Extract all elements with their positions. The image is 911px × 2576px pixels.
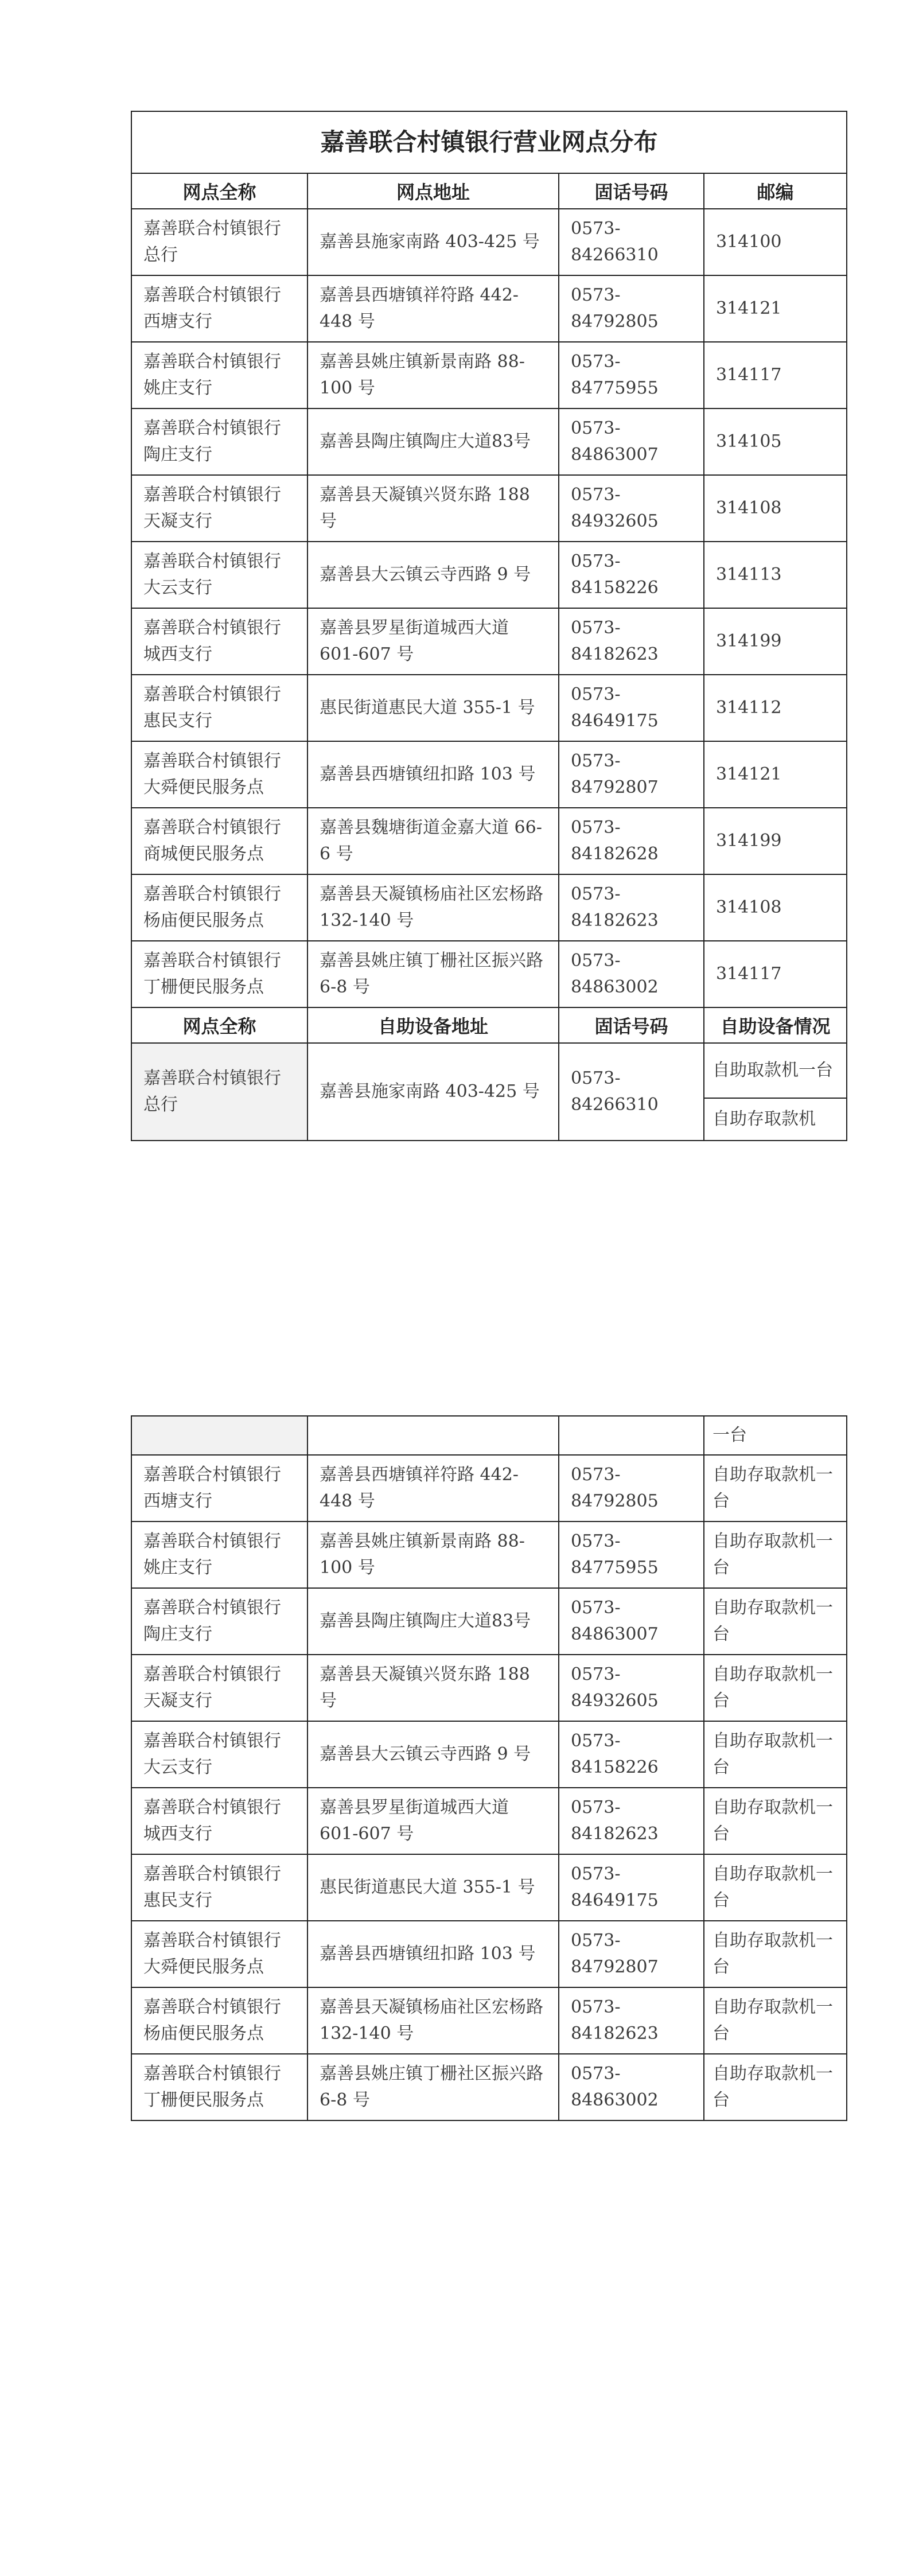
- equipment-info: 自助存取款机一台: [704, 1721, 847, 1788]
- table-row: [131, 675, 847, 741]
- phone-number: 0573-84792807: [559, 1921, 704, 1987]
- equipment-info: 自助存取款机一台: [704, 1788, 847, 1854]
- table-row: [131, 1655, 847, 1721]
- table-row: [131, 275, 847, 342]
- header-equipment-address: 自助设备地址: [307, 1007, 559, 1043]
- branch-address: 嘉善县西塘镇祥符路 442-448 号: [307, 275, 559, 342]
- table-row: [131, 1921, 847, 1987]
- phone-number: 0573-84863002: [559, 941, 704, 1007]
- equipment-info: 自助存取款机一台: [704, 1854, 847, 1921]
- equipment-info: 自助存取款机一台: [704, 1455, 847, 1522]
- phone-number: 0573-84266310: [559, 209, 704, 275]
- branch-name: 嘉善联合村镇银行西塘支行: [131, 1455, 307, 1522]
- phone-number: 0573-84158226: [559, 542, 704, 608]
- header-row: [131, 173, 847, 209]
- phone-number: 0573-84775955: [559, 342, 704, 408]
- table-row: [131, 1721, 847, 1788]
- equipment-address: 嘉善县罗星街道城西大道 601-607 号: [307, 1788, 559, 1854]
- header-name: 网点全称: [131, 173, 307, 209]
- branch-address: 嘉善县天凝镇杨庙社区宏杨路 132-140 号: [307, 874, 559, 941]
- header-postcode: 邮编: [704, 173, 847, 209]
- branch-name: 嘉善联合村镇银行总行: [131, 1043, 307, 1141]
- postcode: 314199: [704, 608, 847, 675]
- table-row: [131, 808, 847, 874]
- table-row: [131, 1455, 847, 1522]
- phone-number: 0573-84266310: [559, 1043, 704, 1141]
- branch-address: 嘉善县魏塘街道金嘉大道 66-6 号: [307, 808, 559, 874]
- table-row: [131, 2054, 847, 2120]
- branch-name: 嘉善联合村镇银行商城便民服务点: [131, 808, 307, 874]
- phone-number: 0573-84182623: [559, 608, 704, 675]
- equipment-info: 自助存取款机一台: [704, 1987, 847, 2054]
- branch-name: 嘉善联合村镇银行姚庄支行: [131, 1522, 307, 1588]
- table-row: [131, 542, 847, 608]
- table-row: [131, 209, 847, 275]
- equipment-address: 嘉善县姚庄镇丁栅社区振兴路 6-8 号: [307, 2054, 559, 2120]
- postcode: 314199: [704, 808, 847, 874]
- branch-name: 嘉善联合村镇银行大舜便民服务点: [131, 1921, 307, 1987]
- equipment-address: 嘉善县天凝镇兴贤东路 188 号: [307, 1655, 559, 1721]
- postcode: 314117: [704, 342, 847, 408]
- branch-name: 嘉善联合村镇银行大舜便民服务点: [131, 741, 307, 808]
- branch-name: 嘉善联合村镇银行姚庄支行: [131, 342, 307, 408]
- equipment-info: 自助存取款机一台: [704, 1921, 847, 1987]
- phone-number: 0573-84775955: [559, 1522, 704, 1588]
- header-equipment: 自助设备情况: [704, 1007, 847, 1043]
- branch-name: 嘉善联合村镇银行大云支行: [131, 1721, 307, 1788]
- header-phone: 固话号码: [559, 173, 704, 209]
- table-row: [131, 475, 847, 542]
- phone-number: 0573-84792805: [559, 275, 704, 342]
- equipment-info: 自助存取款机一台: [704, 1522, 847, 1588]
- postcode: 314113: [704, 542, 847, 608]
- branch-name: 嘉善联合村镇银行总行: [131, 209, 307, 275]
- equipment-address: 嘉善县施家南路 403-425 号: [307, 1043, 559, 1141]
- phone-number: 0573-84182623: [559, 874, 704, 941]
- phone-number: 0573-84932605: [559, 1655, 704, 1721]
- phone-number: 0573-84158226: [559, 1721, 704, 1788]
- equipment-header-row: [131, 1007, 847, 1043]
- equipment-address: 嘉善县西塘镇祥符路 442-448 号: [307, 1455, 559, 1522]
- postcode: 314121: [704, 741, 847, 808]
- table-row: [131, 1987, 847, 2054]
- branch-address: 嘉善县天凝镇兴贤东路 188 号: [307, 475, 559, 542]
- continued-row: [131, 1416, 847, 1455]
- equipment-address: 嘉善县天凝镇杨庙社区宏杨路 132-140 号: [307, 1987, 559, 2054]
- branch-name: 嘉善联合村镇银行西塘支行: [131, 275, 307, 342]
- phone-number: 0573-84792807: [559, 741, 704, 808]
- branch-name: 嘉善联合村镇银行丁栅便民服务点: [131, 941, 307, 1007]
- branch-name: 嘉善联合村镇银行城西支行: [131, 1788, 307, 1854]
- branch-name: 嘉善联合村镇银行丁栅便民服务点: [131, 2054, 307, 2120]
- table-row: [131, 874, 847, 941]
- branch-address: 惠民街道惠民大道 355-1 号: [307, 675, 559, 741]
- branch-address: 嘉善县施家南路 403-425 号: [307, 209, 559, 275]
- equipment-info: 自助存取款机: [704, 1098, 847, 1141]
- equipment-info: 自助取款机一台: [704, 1043, 847, 1098]
- table-row: [131, 741, 847, 808]
- equipment-info: 自助存取款机一台: [704, 1655, 847, 1721]
- table-row: [131, 408, 847, 475]
- equipment-address: 嘉善县大云镇云寺西路 9 号: [307, 1721, 559, 1788]
- phone-number: 0573-84649175: [559, 675, 704, 741]
- header-phone: 固话号码: [559, 1007, 704, 1043]
- phone-number: 0573-84792805: [559, 1455, 704, 1522]
- branch-address: 嘉善县姚庄镇新景南路 88-100 号: [307, 342, 559, 408]
- phone-number: 0573-84932605: [559, 475, 704, 542]
- title-row: [131, 111, 847, 173]
- equipment-info: 一台: [704, 1416, 847, 1455]
- branch-name: 嘉善联合村镇银行天凝支行: [131, 475, 307, 542]
- postcode: 314117: [704, 941, 847, 1007]
- branch-address: 嘉善县罗星街道城西大道 601-607 号: [307, 608, 559, 675]
- header-name: 网点全称: [131, 1007, 307, 1043]
- equipment-table-continued: [131, 1415, 847, 2121]
- branch-name: 嘉善联合村镇银行惠民支行: [131, 1854, 307, 1921]
- table-row: [131, 1043, 847, 1098]
- equipment-info: 自助存取款机一台: [704, 2054, 847, 2120]
- postcode: 314105: [704, 408, 847, 475]
- equipment-address: 嘉善县陶庄镇陶庄大道83号: [307, 1588, 559, 1655]
- branch-table: [131, 111, 847, 1141]
- table-row: [131, 1854, 847, 1921]
- table-row: [131, 1522, 847, 1588]
- branch-name: 嘉善联合村镇银行惠民支行: [131, 675, 307, 741]
- branch-address: 嘉善县陶庄镇陶庄大道83号: [307, 408, 559, 475]
- phone-number: 0573-84182623: [559, 1987, 704, 2054]
- empty-cell: [131, 1416, 307, 1455]
- branch-name: 嘉善联合村镇银行天凝支行: [131, 1655, 307, 1721]
- table-row: [131, 941, 847, 1007]
- table-row: [131, 342, 847, 408]
- empty-cell: [559, 1416, 704, 1455]
- postcode: 314108: [704, 475, 847, 542]
- phone-number: 0573-84182628: [559, 808, 704, 874]
- branch-name: 嘉善联合村镇银行大云支行: [131, 542, 307, 608]
- postcode: 314112: [704, 675, 847, 741]
- equipment-address: 惠民街道惠民大道 355-1 号: [307, 1854, 559, 1921]
- branch-name: 嘉善联合村镇银行杨庙便民服务点: [131, 1987, 307, 2054]
- phone-number: 0573-84182623: [559, 1788, 704, 1854]
- phone-number: 0573-84649175: [559, 1854, 704, 1921]
- postcode: 314121: [704, 275, 847, 342]
- equipment-info: 自助存取款机一台: [704, 1588, 847, 1655]
- postcode: 314108: [704, 874, 847, 941]
- branch-name: 嘉善联合村镇银行城西支行: [131, 608, 307, 675]
- table-row: [131, 1588, 847, 1655]
- branch-name: 嘉善联合村镇银行杨庙便民服务点: [131, 874, 307, 941]
- branch-name: 嘉善联合村镇银行陶庄支行: [131, 408, 307, 475]
- empty-cell: [307, 1416, 559, 1455]
- table-title: 嘉善联合村镇银行营业网点分布: [131, 111, 847, 173]
- branch-name: 嘉善联合村镇银行陶庄支行: [131, 1588, 307, 1655]
- equipment-address: 嘉善县姚庄镇新景南路 88-100 号: [307, 1522, 559, 1588]
- table-row: [131, 608, 847, 675]
- phone-number: 0573-84863007: [559, 1588, 704, 1655]
- equipment-address: 嘉善县西塘镇纽扣路 103 号: [307, 1921, 559, 1987]
- branch-address: 嘉善县西塘镇纽扣路 103 号: [307, 741, 559, 808]
- table-row: [131, 1788, 847, 1854]
- branch-address: 嘉善县姚庄镇丁栅社区振兴路 6-8 号: [307, 941, 559, 1007]
- header-address: 网点地址: [307, 173, 559, 209]
- postcode: 314100: [704, 209, 847, 275]
- branch-address: 嘉善县大云镇云寺西路 9 号: [307, 542, 559, 608]
- phone-number: 0573-84863002: [559, 2054, 704, 2120]
- phone-number: 0573-84863007: [559, 408, 704, 475]
